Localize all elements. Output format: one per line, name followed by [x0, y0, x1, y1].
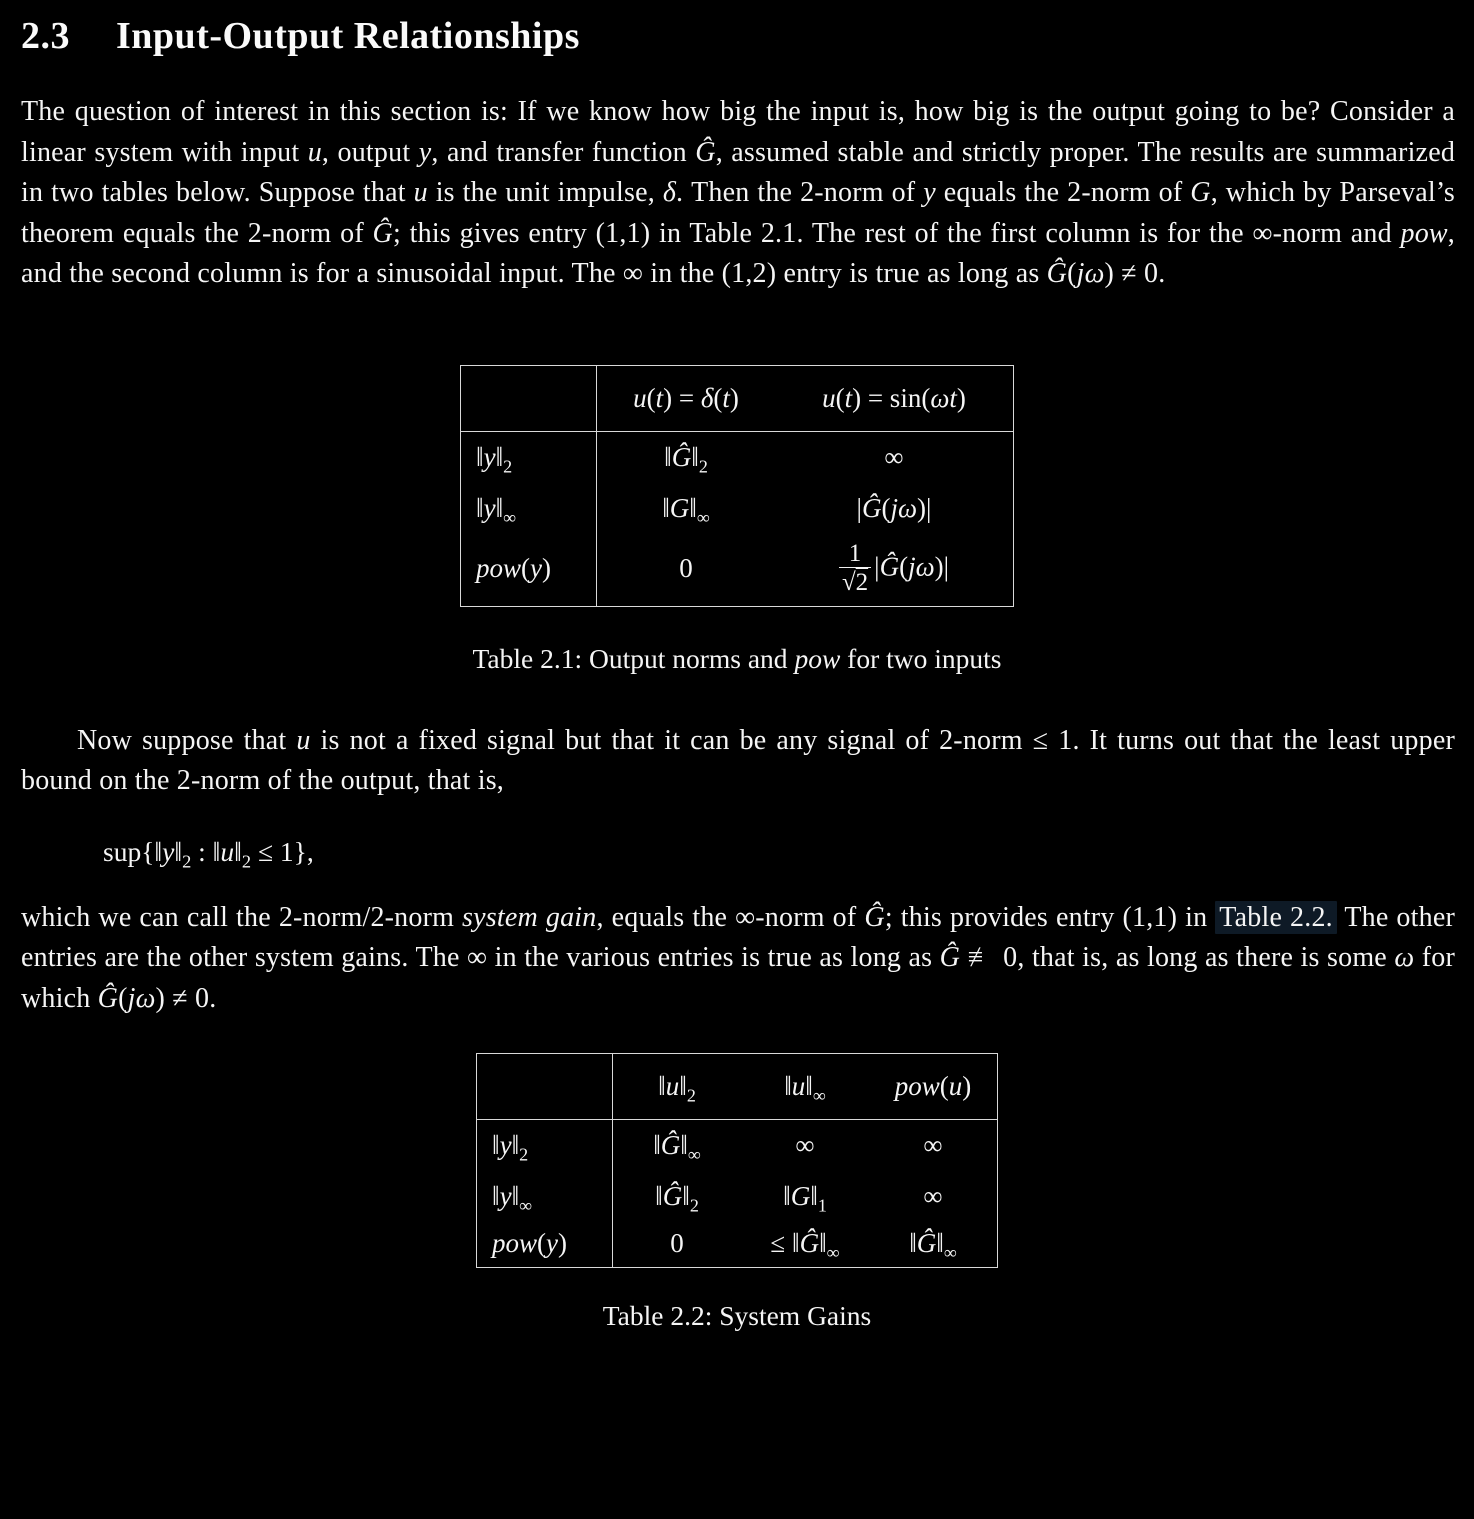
table-cell: ∞ [923, 1181, 943, 1212]
table-cell: ∞ [884, 441, 904, 472]
table-cell: $‖G‖_\infty$ [662, 492, 710, 527]
table-cell: ≤ $‖Ĝ‖_\infty$ [770, 1228, 840, 1263]
table-cell: 0 [679, 553, 693, 584]
table-2-1 [460, 365, 1014, 607]
table-row [461, 365, 1014, 431]
table-cell: ∞ [795, 1130, 815, 1161]
table-cell: $‖G‖_1$ [783, 1181, 827, 1216]
table-corner-cell [461, 365, 597, 431]
paragraph-system-gain: which we can call the 2-norm/2-norm system gain, equals the ∞-norm of Ĝ; this provides entry (1,1) in Table 2.2. The other entries are the other system gains. The ∞ in the various entries is true as long as Ĝ ≢ 0, that is, as long as there is some ω for which Ĝ(jω) ≠ 0. [21, 901, 1456, 1014]
row-label: pow(y) [461, 534, 597, 607]
paragraph-sup-intro: Now suppose that u is not a fixed signal but that it can be any signal of 2-norm ≤ 1. It turns out that the least upper bound on the 2-norm of the output, that is, [21, 724, 1455, 797]
row-label: $‖y‖_\infty$ [477, 1171, 613, 1222]
table-cell: |Ĝ(jω)| [856, 492, 932, 523]
table-header-cell: u(t) = δ(t) [597, 365, 776, 431]
table-cell: $‖Ĝ‖_\infty$ [653, 1130, 701, 1165]
table-cell: $\frac{1}{√2}$ |Ĝ(jω)| [775, 534, 1014, 607]
table-2-2 [476, 1053, 998, 1268]
table-2-1-container [0, 365, 1474, 607]
table-row [477, 1171, 998, 1222]
table-cell: $‖Ĝ‖_2$ [664, 441, 708, 476]
table-2-2-caption: Table 2.2: System Gains [602, 1300, 872, 1332]
table-cell: ∞ [923, 1130, 943, 1161]
displayed-equation: $sup\{‖y‖_2$ : $‖u‖_2 \le 1$}, [103, 835, 314, 872]
table-header-cell: u(t) = sin(ωt) [775, 365, 1014, 431]
paragraph-intro: The question of interest in this section is: If we know how big the input is, how big is the output going to be? Consider a linear system with input u, output y, and transfer function Ĝ, assumed stable and strictly proper. The results are summarized in two tables below. Suppose that u is the unit impulse, δ. Then the 2-norm of y equals the 2-norm of G, which by Parseval’s theorem equals the 2-norm of Ĝ; this gives entry (1,1) in Table 2.1. The rest of the first column is for the ∞-norm and pow, and the second column is for a sinusoidal input. The ∞ in the (1,2) entry is true as long as Ĝ(jω) ≠ 0. [21, 96, 1456, 289]
table-header-cell: $‖u‖_2$ [613, 1054, 742, 1120]
table-row [477, 1222, 998, 1268]
row-label: $‖y‖_2$ [477, 1120, 613, 1172]
table-header-cell: pow(u) [869, 1054, 998, 1120]
page-title: Input-Output Relationships [116, 15, 580, 57]
table-2-1-caption: Table 2.1: Output norms and pow for two inputs [472, 642, 1002, 674]
table-cell: 0 [670, 1228, 684, 1259]
table-row [461, 431, 1014, 483]
table-row [477, 1054, 998, 1120]
table-cell: $‖Ĝ‖_2$ [655, 1181, 699, 1216]
row-label: $‖y‖_\infty$ [461, 483, 597, 534]
row-label: pow(y) [477, 1222, 613, 1268]
table-corner-cell [477, 1054, 613, 1120]
table-header-cell: $‖u‖_\infty$ [741, 1054, 869, 1120]
table-2-2-reference-link[interactable]: Table 2.2. [1215, 901, 1337, 934]
table-row [461, 534, 1014, 607]
table-row [461, 483, 1014, 534]
table-row [477, 1120, 998, 1172]
table-cell: $‖Ĝ‖_\infty$ [909, 1228, 957, 1263]
row-label: $‖y‖_2$ [461, 431, 597, 483]
section-heading [21, 14, 1454, 58]
table-2-2-container [0, 1053, 1474, 1268]
section-number: 2.3 [21, 15, 70, 57]
